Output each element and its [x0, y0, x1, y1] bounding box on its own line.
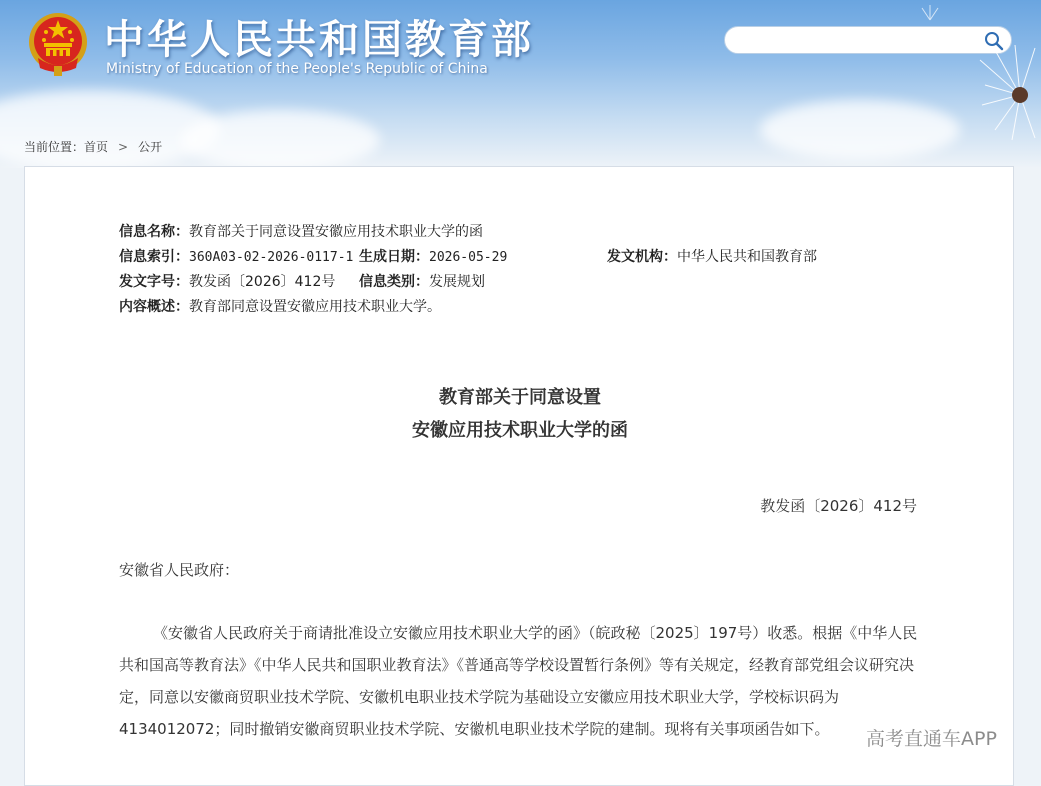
site-title-cn: 中华人民共和国教育部 [104, 17, 534, 63]
document-addressee: 安徽省人民政府： [119, 561, 240, 579]
meta-name-row [119, 221, 483, 241]
document-paragraph: 《安徽省人民政府关于商请批准设立安徽应用技术职业大学的函》（皖政秘〔2025〕197号）收悉。根据《中华人民共和国高等教育法》《中华人民共和国职业教育法》《普通高等学校设置暂行条例》等有关规定，经教育部党组会议研究决定，同意以安徽商贸职业技术学院、安徽机电职业技术学院为基础设立安徽应用技术职业大学，学校标识码为4134012072；同时撤销安徽商贸职业技术学院、安徽机电职业技术学院的建制。现将有关事项函告如下。 [119, 624, 918, 738]
meta-issuer-row [607, 246, 817, 266]
breadcrumb-current-link[interactable]: 公开 [138, 140, 163, 154]
document-title-line-2: 安徽应用技术职业大学的函 [412, 420, 628, 441]
document-number: 教发函〔2026〕412号 [760, 497, 917, 515]
meta-date-value: 2026-05-29 [429, 250, 508, 265]
meta-docno-label: 发文字号： [119, 274, 189, 290]
meta-issuer-value: 中华人民共和国教育部 [677, 249, 817, 265]
meta-summary-label: 内容概述： [119, 299, 189, 315]
meta-docno-value: 教发函〔2026〕412号 [189, 274, 336, 290]
meta-index-label: 信息索引： [119, 249, 189, 265]
meta-category-label: 信息类别： [359, 274, 429, 290]
meta-category-row [359, 271, 485, 291]
meta-category-value: 发展规划 [429, 274, 485, 290]
national-emblem-icon [26, 10, 90, 78]
breadcrumb [24, 138, 162, 155]
document-title-line-1: 教育部关于同意设置 [439, 387, 601, 408]
cloud-decoration [180, 110, 380, 168]
meta-index-row [119, 246, 353, 266]
meta-summary-value: 教育部同意设置安徽应用技术职业大学。 [189, 299, 441, 315]
breadcrumb-prefix: 当前位置： [24, 140, 85, 154]
meta-docno-row [119, 271, 335, 291]
meta-date-label: 生成日期： [359, 249, 429, 265]
meta-issuer-label: 发文机构： [607, 249, 677, 265]
app-watermark: 高考直通车APP [866, 728, 997, 750]
meta-summary-row [119, 296, 441, 316]
breadcrumb-separator: > [118, 140, 129, 154]
breadcrumb-home-link[interactable]: 首页 [84, 140, 109, 154]
site-title-en: Ministry of Education of the People's Republic of China [106, 61, 488, 77]
meta-name-value: 教育部关于同意设置安徽应用技术职业大学的函 [189, 224, 483, 240]
meta-date-row [359, 246, 507, 266]
dandelion-decoration-icon [900, 0, 1041, 160]
meta-index-value: 360A03-02-2026-0117-1 [189, 250, 354, 265]
meta-name-label: 信息名称： [119, 224, 189, 240]
document-panel [24, 166, 1014, 786]
